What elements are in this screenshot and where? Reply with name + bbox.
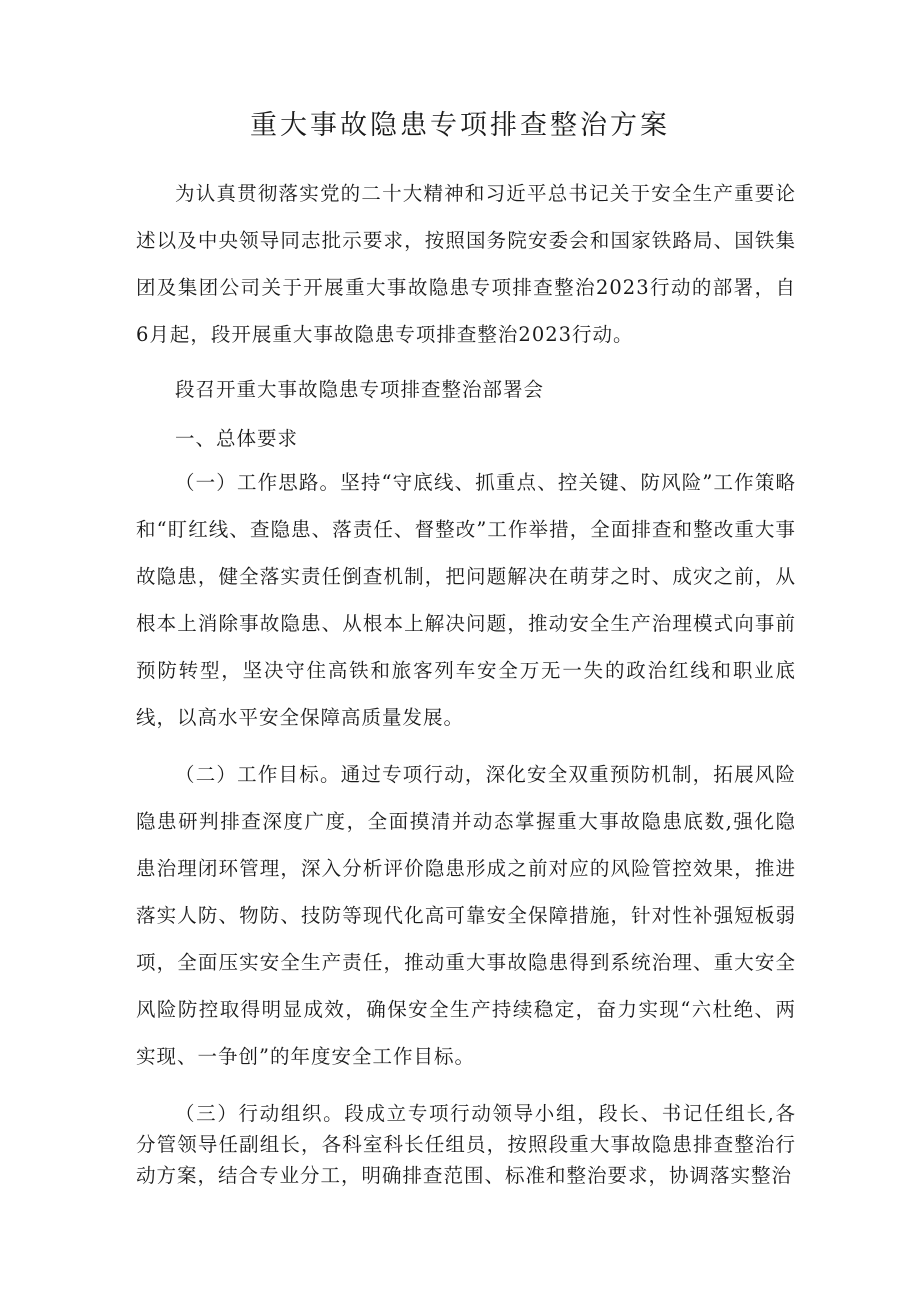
intro-paragraph: 为认真贯彻落实党的二十大精神和习近平总书记关于安全生产重要论述以及中央领导同志批示要求，按照国务院安委会和国家铁路局、国铁集团及集团公司关于开展重大事故隐患专项排查整治2023行动的部署，自6月起，段开展重大事故隐患专项排查整治2023行动。 (136, 182, 796, 346)
meeting-line: 段召开重大事故隐患专项排查整治部署会 (175, 378, 545, 401)
document-title: 重大事故隐患专项排查整治方案 (250, 110, 670, 141)
section-heading: 一、总体要求 (175, 427, 299, 450)
organization-paragraph: （三）行动组织。段成立专项行动领导小组，段长、书记任组长,各分管领导任副组长，各科室科长任组员，按照段重大事故隐患排查整治行动方案，结合专业分工，明确排查范围、标准和整治要求，协调落实整治 (136, 1102, 796, 1187)
work-approach-paragraph: （一）工作思路。坚持“守底线、抓重点、控关键、防风险”工作策略和“盯红线、查隐患、落责任、督整改”工作举措，全面排查和整改重大事故隐患，健全落实责任倒查机制，把问题解决在萌芽之时、成灾之前，从根本上消除事故隐患、从根本上解决问题，推动安全生产治理模式向事前预防转型，坚决守住高铁和旅客列车安全万无一失的政治红线和职业底线，以高水平安全保障高质量发展。 (136, 471, 796, 729)
work-goals-paragraph: （二）工作目标。通过专项行动，深化安全双重预防机制，拓展风险隐患研判排查深度广度，全面摸清并动态掌握重大事故隐患底数,强化隐患治理闭环管理，深入分析评价隐患形成之前对应的风险管控效果，推进落实人防、物防、技防等现代化高可靠安全保障措施，针对性补强短板弱项，全面压实安全生产责任，推动重大事故隐患得到系统治理、重大安全风险防控取得明显成效，确保安全生产持续稳定，奋力实现“六杜绝、两实现、一争创”的年度安全工作目标。 (136, 763, 796, 1068)
